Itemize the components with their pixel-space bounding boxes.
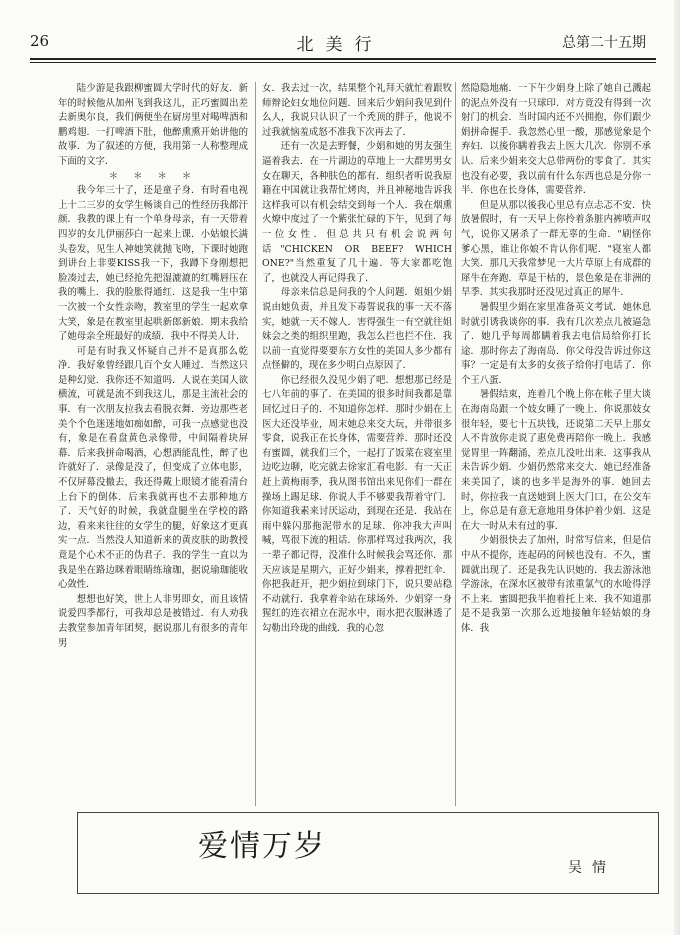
paragraph: 暑假里少娟在家里准备英文考试．她休息时就引诱我谈你的事．我有几次差点儿被逼急了．她几乎每周都瞒着我去电信局给你打长途．那时你去了海南岛．你父母没告诉过你这事？一定是有太多的女孩子给你打电话了．你个王八蛋． (461, 301, 651, 386)
article-title: 爱情万岁 (198, 829, 326, 864)
paragraph: 你已经很久没见少娟了吧．想想那已经是七八年前的事了．在美国的很多时间我都是靠回忆过日子的．不知道你怎样．那时少娟在上医大还没毕业，周末她总来交大玩，并带很多零食，说我正在长身体，需要营养．那时还没有蜜圆，就我们三个，一起打了饭菜在寝室里边吃边聊，吃完就去徐家汇看电影．有一天正赶上黄梅雨季，我从图书馆出来见你们一群在操场上踢足球．你说人手不够要我帮着守门．你知道我素来讨厌运动，到现在还是．我站在雨中躲闪那拖泥带水的足球．你冲我大声叫喊，骂很下流的粗话．你那样骂过我两次，我一辈子都记得，没准什么时候我会骂还你．那天应该是星期六，正好少娟来，撑着把红伞．你把我赶开，把少娟拉到球门下，说只要站稳不动就行．我拿着伞站在球场外．少娟穿一身猩红的连衣裙立在泥水中，雨水把衣服淋透了勾勒出玲珑的曲线．我的心忽 (262, 374, 452, 634)
paragraph: 想想也好笑，世上人非男即女，而且该情说爱四季都行，可我却总是被错过．有人劝我去教堂参加青年团契，据说那儿有很多的青年男 (58, 593, 248, 649)
paragraph: 还有一次是去野餐，少娟和她的男友强生逼着我去．在一片湖边的草地上一大群男男女女在聊天，各种肤色的都有．组织者听说我原籍在中国就让我帮忙烤肉，并且神秘地告诉我这样我可以有机会结交到每一个人．我在烟熏火燎中度过了一个紫张忙碌的下午，见到了每一位女性．但总共只有机会说两句话"CHICKEN OR BEEF? WHICH ONE?"当然重复了几十遍．等大家都吃饱了，也就没人再记得我了． (262, 141, 452, 284)
paragraph: 女．我去过一次，结果整个礼拜天就忙着跟牧师辩论妇女地位问题．回来后少娟问我见到什么人，我说只认识了一个秃顶的胖子，他说不过我就恼羞成怒不准我下次再去了． (262, 83, 452, 138)
header-rule-thin (30, 62, 656, 63)
paragraph: 母亲来信总是问我的个人问题．姐姐少娟说由她负责，并且发下毒誓说我的事一天不落实，她就一天不嫁人．害得强生一有空就往姐妹会之类的组织里跑，我怎么拦也拦不住．我以前一直觉得要要东方女性的美国人多少都有点怪僻的，现在多少明白点原因了． (262, 287, 452, 372)
paragraph: 然隐隐地痛．一下午少娟身上除了她自己溅起的泥点外没有一只球印．对方竟没有得到一次射门的机会．当时国内还不兴拥抱，你们跟少娟拼命握手．我忽然心里一酸，那感觉象是个弃妇．以後你瞒着我去上医大几次．你别不承认．后来少娟来交大总带两份的零食了．其实也没有必要，我以前有什么东西也总是分你一半．你也在长身体，需要营养． (461, 83, 651, 197)
paragraph: 陆少游是我跟柳蜜圆大学时代的好友．新年的时候他从加州飞到我这儿，正巧蜜圆出差去新奥尔良，我们俩便坐在厨房里对喝啤酒和鹏鸡翅．一打啤酒下肚，他醉熏熏开始讲他的故事．为了叙述的方便，我用第一人称整理成下面的文字． (58, 83, 248, 167)
header-rule (30, 58, 656, 60)
paragraph: 少娟很快去了加州，时常写信来，但是信中从不提你，连起码的问候也没有．不久，蜜圆就出现了．还是我先认识她的．我去游泳池学游泳，在深水区被带有浓重氯气的水呛得浮不上来．蜜圆把我半抱着托上来．我不知道那是不是我第一次那么近地接触年轻姑娘的身体．我 (461, 535, 651, 634)
page-header (30, 30, 650, 54)
article-author: 吴情 (568, 860, 616, 876)
scan-edge (674, 0, 680, 935)
paragraph: 我今年三十了，还是童子身．有时看电视上十二三岁的女学生畅谈自己的性经历我都汗颜．我教的课上有一个单身母亲，有一天带着四岁的女儿伊丽莎白一起来上课．小姑娘长满头卷发，见生人神她笑就抛飞吻，下课时她跑到讲台上非要KISS我一下，我蹲下身刚想把脸凑过去，她已经抢先把湿漉漉的红嘴唇压在我的嘴上．我的脸胀得通红．这是我一生中第一次被一个女性亲吻，教室里的学生一起欢拿大笑，象是在教室里起哄新郎新娘．期末我给了她母亲全班最好的成绩．我中不得美人计． (58, 185, 248, 343)
magazine-title: 北美行 (296, 35, 384, 55)
text-column-1 (58, 82, 248, 806)
text-column-2 (262, 82, 452, 806)
paragraph: 可是有时我又怀疑自己并不是真那么乾净．我好象曾经跟几百个女人睡过．当然这只是种幻觉．我你还不知道吗．人说在美国人欲横流，可就是流不到我这儿，那是主流社会的事．有一次朋友拉我去看脱衣舞．旁边那些老美个个色迷迷地如痴如醉，可我一点感觉也没有，象是在看盘黄色录像带，中间隔着块屏幕．后来我拼命喝酒，心想酒能乱性，醉了也许就好了．录像是没了，但变成了立体电影，不仅屏幕没撤去，我还得戴上眼镜才能看清台上台下的倒体．后来我就再也不去那种地方了．天气好的时候，我就盘腿坐在学校的路边，看来来往往的女学生的腿，好象这才更真实一点．当然没人知道新来的黄皮肤的助教授竟是个心术不正的伪君子．我的学生一直以为我是坐在路边眯着眼睛练瑜珈，据说瑜珈能收心敛性． (58, 345, 248, 591)
section-break: ＊ ＊ ＊ ＊ (108, 170, 198, 182)
column-divider (255, 82, 256, 806)
paragraph: 但是从那以後我心里总有点忐忑不安．快放暑假时，有一天早上你拎着条脏内裤喷声叹气，说你又屠杀了一群无辜的生命．"刷怪你爹心黑，谁让你娘不肯认你们呢．"寝室人都大笑．那几天我常梦见一大片草原上有成群的犀牛在奔跑．草是干枯的，景色象是在非洲的旱季．其实我那时还没见过真正的犀牛． (461, 199, 651, 299)
column-divider (455, 82, 456, 806)
feature-title-box (77, 812, 659, 894)
page-number: 26 (30, 32, 50, 50)
paragraph: 暑假结束，连着几个晚上你在帐子里大谈在海南岛跟一个妓女睡了一晚上．你说那妓女很年轻，要七十五块钱，还说第二天早上那女人不肯放你走说了惠免费再陪你一晚上．我感觉胃里一阵翻涌，差点儿没吐出来．这事我从未告诉少娟．少娟仍然常来交大．她已经准备来美国了，谈的也多半是海外的事．她回去时，你拉我一直送她到上医大门口，在公交车上，你总是有意无意地用身体护着少娟．这是在大一时从未有过的事． (461, 389, 651, 532)
issue-number: 总第二十五期 (562, 35, 646, 51)
text-column-3 (461, 82, 651, 806)
